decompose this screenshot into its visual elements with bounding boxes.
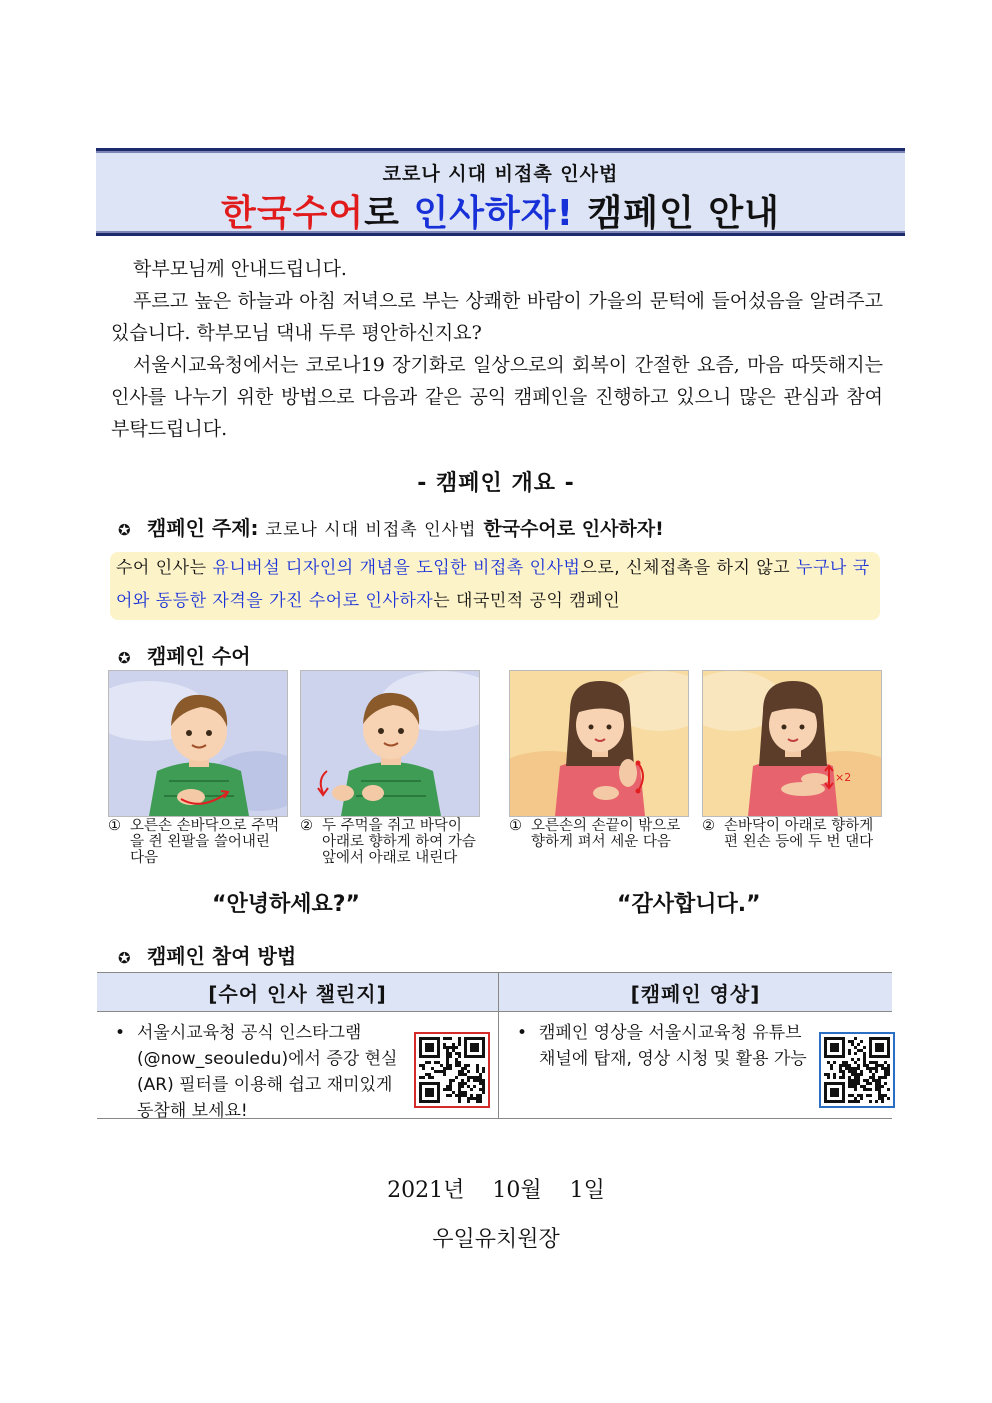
step-text: 두 주먹을 쥐고 바닥이 아래로 향하게 하여 가슴 앞에서 아래로 내린다 bbox=[322, 818, 476, 866]
banner-subtitle: 코로나 시대 비접촉 인사법 bbox=[382, 163, 619, 185]
instagram-qr-code[interactable] bbox=[414, 1032, 490, 1108]
illustration-boy-step1 bbox=[108, 670, 288, 817]
illustration-girl-step2 bbox=[702, 670, 882, 817]
participation-table bbox=[97, 972, 892, 1119]
banner-title bbox=[96, 185, 905, 236]
sign-title: 캠페인 수어 bbox=[146, 644, 251, 668]
letter-para2: 서울시교육청에서는 코로나19 장기화로 일상으로의 회복이 간절한 요즘, 마음 따뜻해지는 인사를 나누기 위한 방법으로 다음과 같은 공익 캠페인을 진행하고 있으니 많은 관심과 참여 부탁드립니다. bbox=[111, 354, 883, 440]
note-text-1: 수어 인사는 bbox=[116, 558, 213, 578]
star-icon: ✪ bbox=[118, 649, 131, 667]
note-text-2: 으로, 신체접촉을 하지 않고 bbox=[580, 558, 797, 578]
letter-para1: 푸르고 높은 하늘과 아침 저녁으로 부는 상쾌한 바람이 가을의 문턱에 들어섰음을 알려주고 있습니다. 학부모님 댁내 두루 평안하신지요? bbox=[111, 290, 883, 344]
letter-greeting: 학부모님께 안내드립니다. bbox=[133, 258, 347, 280]
campaign-note bbox=[110, 552, 880, 620]
star-icon: ✪ bbox=[118, 949, 131, 967]
quote-hello: “안녕하세요?” bbox=[212, 892, 360, 917]
title-greet: 인사하자! bbox=[413, 193, 574, 234]
caption-step2 bbox=[300, 818, 480, 866]
col1-header: [수어 인사 챌린지] bbox=[97, 973, 499, 1012]
participate-title: 캠페인 참여 방법 bbox=[146, 944, 297, 968]
note-text-3: 는 대국민적 공익 캠페인 bbox=[433, 591, 621, 611]
document-date bbox=[0, 1173, 992, 1204]
col1-text: 서울시교육청 공식 인스타그램 (@now_seouledu)에서 증강 현실(AR) 필터를 이용해 쉽고 재미있게 동참해 보세요! bbox=[137, 1023, 398, 1121]
qr-code-icon bbox=[419, 1037, 485, 1103]
times-two-label: ×2 bbox=[835, 771, 852, 784]
col2-cell bbox=[499, 1012, 893, 1119]
note-highlight-2: 누구나 국어와 동등한 자격을 가진 수어로 인사하자 bbox=[116, 558, 870, 611]
quote-thanks: “감사합니다.” bbox=[617, 892, 761, 917]
title-ro: 로 bbox=[364, 193, 414, 234]
col2-bullet bbox=[517, 1020, 807, 1072]
bullet-dot: • bbox=[115, 1023, 126, 1043]
topic-slogan: 한국수어로 인사하자! bbox=[483, 518, 664, 540]
overview-title: - 캠페인 개요 - bbox=[417, 471, 575, 496]
caption-step1 bbox=[108, 818, 288, 866]
topic-colon: : bbox=[250, 516, 259, 540]
step-text: 오른손의 손끝이 밖으로 향하게 펴서 세운 다음 bbox=[531, 818, 681, 850]
illustration-girl-step1 bbox=[509, 670, 689, 817]
step-text: 손바닥이 아래로 향하게 편 왼손 등에 두 번 댄다 bbox=[724, 818, 874, 850]
letter-body bbox=[111, 253, 883, 445]
title-campaign: 캠페인 안내 bbox=[574, 193, 780, 234]
bullet-dot: • bbox=[517, 1023, 528, 1043]
date-month: 10월 bbox=[492, 1178, 542, 1203]
date-day: 1일 bbox=[569, 1178, 605, 1203]
qr-code-icon bbox=[824, 1037, 890, 1103]
topic-text: 코로나 시대 비접촉 인사법 bbox=[265, 520, 477, 540]
col1-bullet bbox=[115, 1020, 405, 1124]
step-text: 오른손 손바닥으로 주먹을 쥔 왼팔을 쓸어내린 다음 bbox=[130, 818, 280, 866]
topic-label: 캠페인 주제 bbox=[146, 516, 251, 540]
col1-cell bbox=[97, 1012, 499, 1119]
step-num: ② bbox=[300, 818, 313, 834]
caption-step3 bbox=[509, 818, 689, 850]
step-num: ② bbox=[702, 818, 715, 834]
topic-heading bbox=[118, 512, 664, 541]
col2-text: 캠페인 영상을 서울시교육청 유튜브 채널에 탑재, 영상 시청 및 활용 가능 bbox=[539, 1023, 807, 1069]
step-num: ① bbox=[509, 818, 522, 834]
illustration-boy-step2 bbox=[300, 670, 480, 817]
note-highlight-1: 유니버설 디자인의 개념을 도입한 비접촉 인사법 bbox=[212, 558, 581, 578]
date-year: 2021년 bbox=[387, 1178, 465, 1203]
star-icon: ✪ bbox=[118, 521, 131, 539]
caption-step4 bbox=[702, 818, 882, 850]
sign-heading bbox=[118, 640, 251, 669]
signer: 우일유치원장 bbox=[432, 1227, 560, 1252]
title-banner bbox=[96, 148, 905, 236]
youtube-qr-code[interactable] bbox=[819, 1032, 895, 1108]
title-korean-sign: 한국수어 bbox=[221, 193, 365, 234]
participate-heading bbox=[118, 940, 296, 969]
col2-header: [캠페인 영상] bbox=[499, 973, 893, 1012]
step-num: ① bbox=[108, 818, 121, 834]
